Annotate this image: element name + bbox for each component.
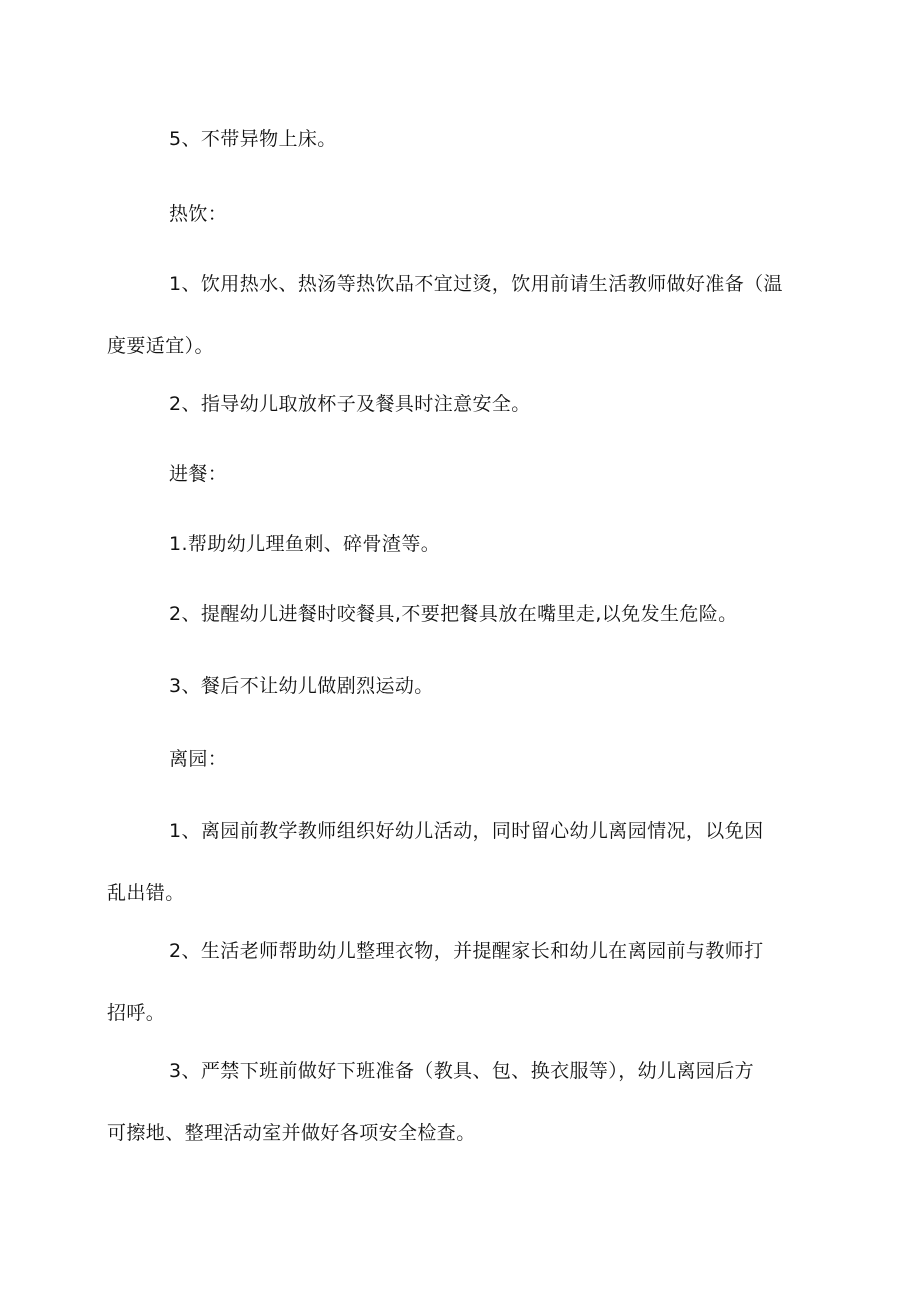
text-line: 3、严禁下班前做好下班准备（教具、包、换衣服等），幼儿离园后方 (169, 1060, 754, 1082)
text-line: 1、饮用热水、热汤等热饮品不宜过烫，饮用前请生活教师做好准备（温 (169, 273, 783, 295)
heading-leaving (138, 728, 790, 790)
text-line: 可擦地、整理活动室并做好各项安全检查。 (107, 1122, 476, 1144)
text-line: 1.帮助幼儿理鱼刺、碎骨渣等。 (169, 533, 441, 555)
paragraph-leaving-1 (107, 800, 790, 924)
paragraph-meals-1 (138, 513, 790, 575)
text-line: 热饮： (169, 203, 228, 225)
text-line: 离园： (169, 748, 228, 770)
text-line: 3、餐后不让幼儿做剧烈运动。 (169, 675, 434, 697)
text-line: 度要适宜）。 (107, 335, 214, 357)
text-line: 乱出错。 (107, 882, 185, 904)
text-line: 招呼。 (107, 1002, 166, 1024)
paragraph-hot-drinks-1 (107, 253, 790, 377)
paragraph-meals-2 (138, 583, 790, 645)
text-line: 2、生活老师帮助幼儿整理衣物，并提醒家长和幼儿在离园前与教师打 (169, 940, 764, 962)
paragraph-leaving-3 (107, 1040, 790, 1164)
heading-meals (138, 443, 790, 505)
text-line: 2、提醒幼儿进餐时咬餐具,不要把餐具放在嘴里走,以免发生危险。 (169, 603, 738, 625)
paragraph-no-foreign-objects (138, 108, 790, 170)
text-line: 5、不带异物上床。 (169, 128, 337, 150)
heading-hot-drinks (138, 183, 790, 245)
text-line: 进餐： (169, 463, 228, 485)
paragraph-meals-3 (138, 655, 790, 717)
text-line: 1、离园前教学教师组织好幼儿活动，同时留心幼儿离园情况，以免因 (169, 820, 764, 842)
text-line: 2、指导幼儿取放杯子及餐具时注意安全。 (169, 393, 531, 415)
paragraph-leaving-2 (107, 920, 790, 1044)
paragraph-hot-drinks-2 (138, 373, 790, 435)
